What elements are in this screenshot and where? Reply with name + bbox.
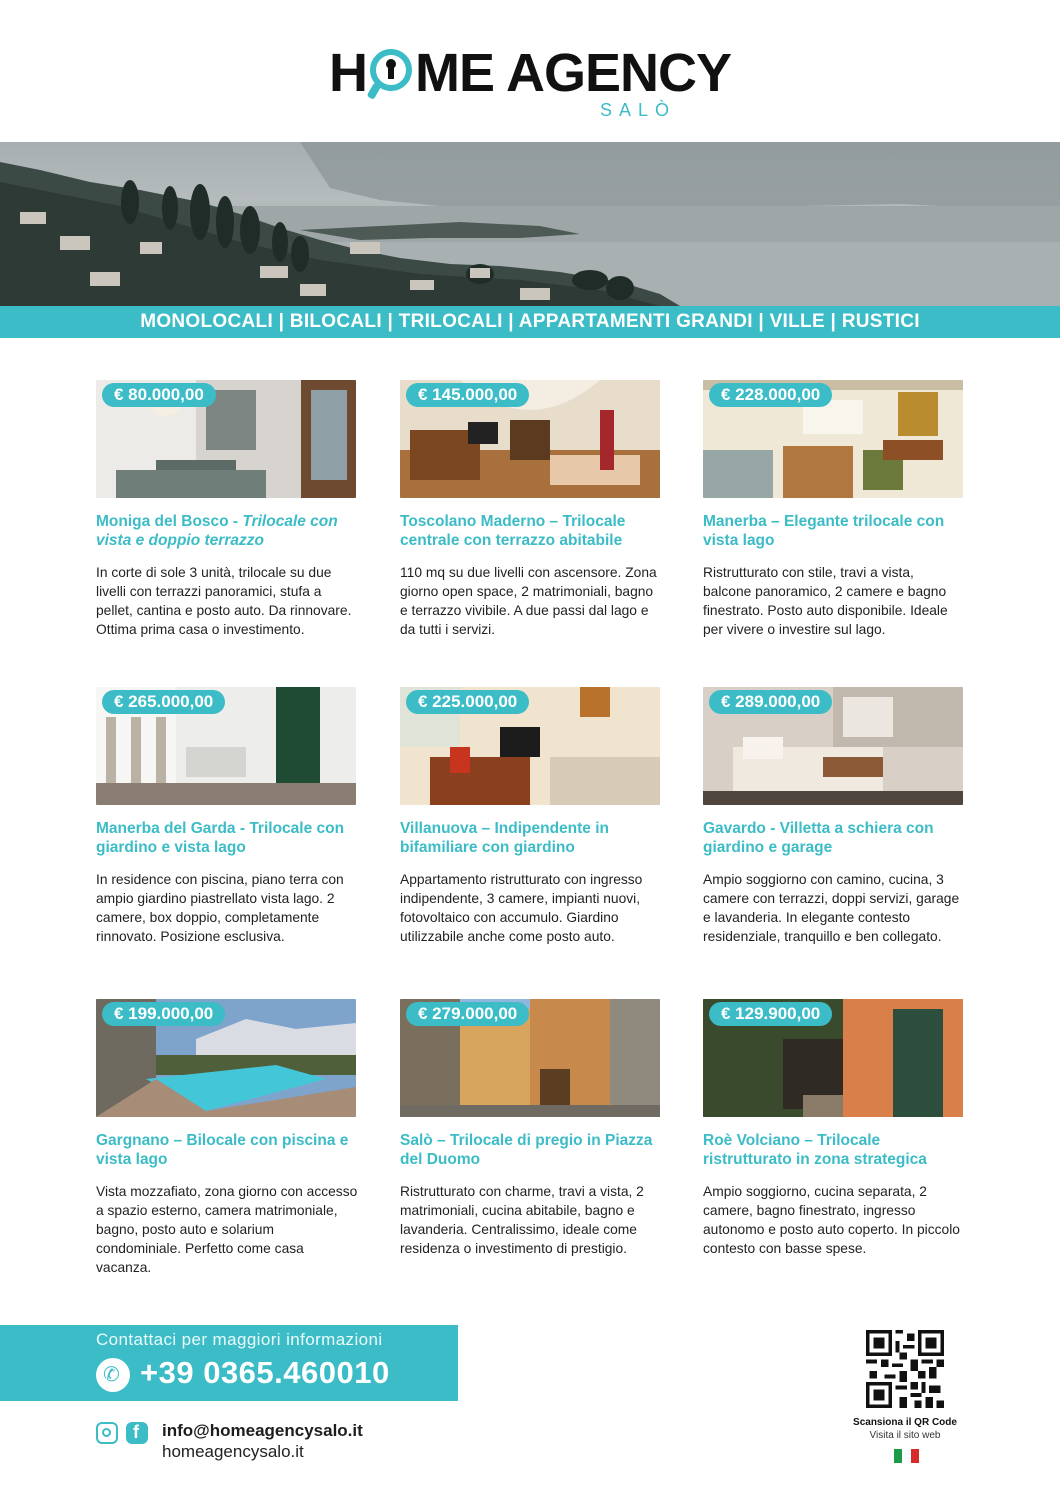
- listing-description: In residence con piscina, piano terra con ampio giardino piastrellato vista lago. 2 camere, box doppio, completamente rinnovato. Posizione esclusiva.: [96, 872, 344, 944]
- listing-price: € 225.000,00: [406, 690, 529, 714]
- listing-price: € 199.000,00: [102, 1002, 225, 1026]
- listing-description: 110 mq su due livelli con ascensore. Zona giorno open space, 2 matrimoniali, bagno e terrazzo vivibile. A due passi dal lago e da tutti i servizi.: [400, 565, 657, 637]
- email-link[interactable]: info@homeagencysalo.it: [162, 1421, 363, 1440]
- contact-label: Contattaci per maggiori informazioni: [96, 1330, 383, 1349]
- listing-description: Ristrutturato con stile, travi a vista, balcone panoramico, 2 camere e bagno finestrato. Posto auto disponibile. Ideale per vivere o investire sul lago.: [703, 565, 948, 637]
- listing-title[interactable]: Toscolano Maderno – Trilocale centrale con terrazzo abitabile: [400, 513, 626, 549]
- listing-photo[interactable]: [400, 380, 660, 498]
- listing-price: € 289.000,00: [709, 690, 832, 714]
- listing-description: Appartamento ristrutturato con ingresso indipendente, 3 camere, impianti nuovi, fotovoltaico con accumulo. Giardino utilizzabile anche come posto auto.: [400, 872, 643, 944]
- listing-photo[interactable]: [400, 999, 660, 1117]
- listing-title[interactable]: Roè Volciano – Trilocale ristrutturato in zona strategica: [703, 1132, 927, 1168]
- listing-price: € 145.000,00: [406, 383, 529, 407]
- listing-title[interactable]: Gargnano – Bilocale con piscina e vista lago: [96, 1132, 349, 1168]
- listing-description: Vista mozzafiato, zona giorno con accesso a spazio esterno, camera matrimoniale, bagno, posto auto e solarium condominiale. Perfetto come casa vacanza.: [96, 1184, 358, 1275]
- listing-photo[interactable]: [703, 687, 963, 805]
- listing-price: € 228.000,00: [709, 383, 832, 407]
- hero-lake-image: [0, 142, 1060, 306]
- listing-card[interactable]: [96, 999, 358, 1277]
- listing-title[interactable]: Gavardo - Villetta a schiera con giardino e garage: [703, 820, 934, 856]
- listing-card[interactable]: [96, 687, 358, 946]
- listing-price: € 129.900,00: [709, 1002, 832, 1026]
- brand-name-part1: H: [328, 43, 367, 103]
- listing-description: Ampio soggiorno con camino, cucina, 3 camere con terrazzi, doppi servizi, garage e lavanderia. In elegante contesto residenziale, tranquillo e ben collegato.: [703, 872, 960, 944]
- instagram-icon[interactable]: [96, 1422, 118, 1444]
- listing-title[interactable]: Salò – Trilocale di pregio in Piazza del Duomo: [400, 1132, 653, 1168]
- listing-title[interactable]: Villanuova – Indipendente in bifamiliare con giardino: [400, 820, 610, 856]
- listing-price: € 279.000,00: [406, 1002, 529, 1026]
- listing-photo[interactable]: [400, 687, 660, 805]
- contact-box: [0, 1325, 458, 1401]
- listing-card[interactable]: [703, 687, 965, 946]
- listing-price: € 265.000,00: [102, 690, 225, 714]
- listing-photo[interactable]: [703, 999, 963, 1117]
- facebook-icon[interactable]: [126, 1422, 148, 1444]
- brand-subtitle: SALÒ: [599, 100, 676, 120]
- brand-name-part2: ME AGENCY: [414, 43, 732, 103]
- listing-card[interactable]: [96, 380, 358, 639]
- phone-number[interactable]: +39 0365.460010: [140, 1355, 390, 1390]
- listing-photo[interactable]: [96, 999, 356, 1117]
- listing-card[interactable]: [400, 380, 662, 639]
- qr-title: Scansiona il QR Code: [853, 1417, 957, 1428]
- listing-description: Ampio soggiorno, cucina separata, 2 camere, bagno finestrato, ingresso autonomo e posto auto coperto. In piccolo contesto con basse spese.: [703, 1184, 960, 1256]
- social-links: [96, 1422, 148, 1444]
- listing-title[interactable]: Manerba – Elegante trilocale con vista lago: [703, 513, 945, 549]
- listing-photo[interactable]: [703, 380, 963, 498]
- listing-card[interactable]: [400, 999, 662, 1258]
- listing-card[interactable]: [703, 380, 965, 639]
- listing-title[interactable]: Moniga del Bosco - Trilocale con vista e doppio terrazzo: [96, 513, 338, 549]
- listing-card[interactable]: [400, 687, 662, 946]
- qr-subtitle: Visita il sito web: [869, 1430, 941, 1441]
- keyhole-icon: [368, 47, 414, 99]
- listing-price: € 80.000,00: [102, 383, 216, 407]
- property-categories-banner: MONOLOCALI | BILOCALI | TRILOCALI | APPARTAMENTI GRANDI | VILLE | RUSTICI: [0, 306, 1060, 338]
- phone-icon: ✆: [96, 1358, 130, 1392]
- listing-title[interactable]: Manerba del Garda - Trilocale con giardino e vista lago: [96, 820, 345, 856]
- listing-card[interactable]: [703, 999, 965, 1258]
- italy-flag-icon: [894, 1449, 919, 1463]
- website-link[interactable]: homeagencysalo.it: [162, 1442, 304, 1461]
- listing-description: In corte di sole 3 unità, trilocale su due livelli con terrazzi panoramici, stufa a pellet, cantina e posto auto. Da rinnovare. Ottima prima casa o investimento.: [96, 565, 352, 637]
- listing-description: Ristrutturato con charme, travi a vista, 2 matrimoniali, cucina abitabile, bagno e lavanderia. Centralissimo, ideale come residenza o investimento di prestigio.: [400, 1184, 644, 1256]
- listing-photo[interactable]: [96, 380, 356, 498]
- brand-name: [328, 43, 732, 103]
- qr-code-icon[interactable]: [866, 1330, 944, 1408]
- listing-photo[interactable]: [96, 687, 356, 805]
- brand-logo: [0, 43, 1060, 121]
